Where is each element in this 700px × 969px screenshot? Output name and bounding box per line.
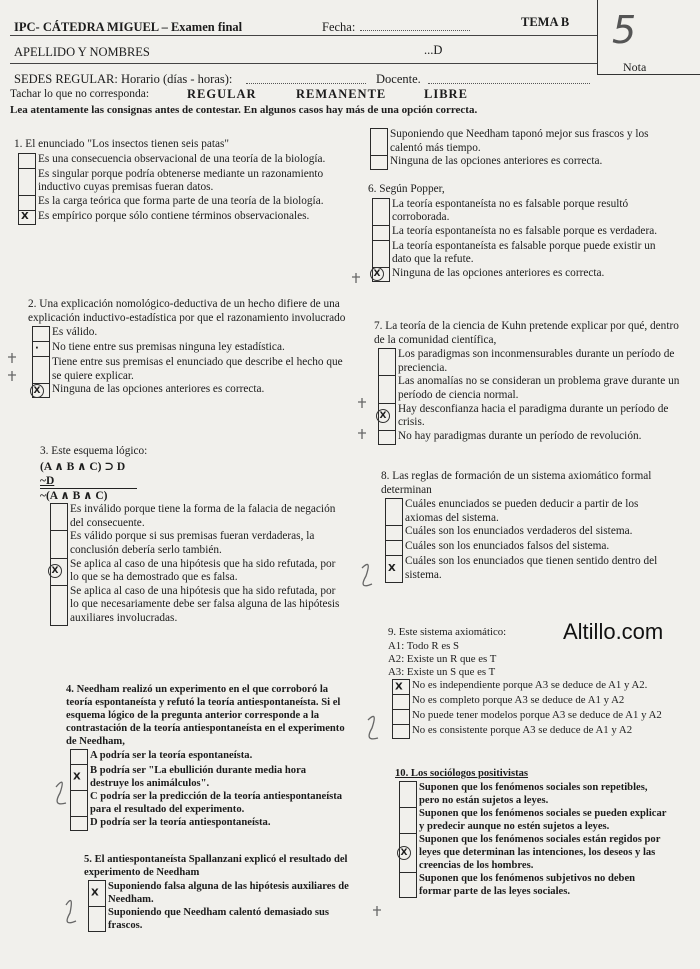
dni-label: ...D	[424, 43, 443, 57]
axiom-3: A3: Existe un S que es T	[388, 666, 496, 678]
sede-label: SEDES REGULAR: Horario (días - horas):	[14, 72, 233, 86]
option-2a[interactable]: Es válido.	[28, 326, 348, 341]
option-1d[interactable]: X Es empírico porque sólo contiene términos observacionales.	[14, 210, 346, 225]
option-10b[interactable]: Suponen que los fenómenos sociales se pueden explicar y predecir aunque no estén sujetos a leyes.	[395, 807, 667, 833]
cross-mark-q2b	[8, 371, 16, 381]
option-6c[interactable]: La teoría espontaneísta es falsable porque puede existir un dato que la refute.	[368, 240, 668, 267]
option-2c[interactable]: Tiene entre sus premisas el enunciado que describe el hecho que se quiere explicar.	[28, 356, 348, 383]
instructions: Lea atentamente las consignas antes de contestar. En algunos casos hay más de una opción correcta.	[10, 104, 478, 116]
option-5d[interactable]: Ninguna de las opciones anteriores es correcta.	[366, 155, 666, 170]
option-3d[interactable]: Se aplica al caso de una hipótesis que ha sido refutada, por lo que necesariamente debe ser falsa alguna de las hipótesis auxiliares involucradas.	[46, 585, 340, 626]
option-2b[interactable]: · No tiene entre sus premisas ninguna ley estadística.	[28, 341, 348, 356]
cross-mark-q7b	[358, 429, 366, 439]
question-stem: 5. El antiespontaneísta Spallanzani explicó el resultado del experimento de Needham	[84, 854, 348, 878]
question-stem: 10. Los sociólogos positivistas	[395, 768, 529, 779]
cross-mark-q7a	[358, 398, 366, 408]
axiom-2: A2: Existe un R que es T	[388, 653, 497, 665]
option-4d[interactable]: D podría ser la teoría antiespontaneísta.	[66, 816, 346, 831]
option-7d[interactable]: No hay paradigmas durante un período de revolución.	[374, 430, 682, 445]
option-8c[interactable]: Cuáles son los enunciados falsos del sistema.	[381, 540, 673, 555]
option-10a[interactable]: Suponen que los fenómenos sociales son repetibles, pero no están sujetos a leyes.	[395, 781, 667, 807]
option-4b[interactable]: X B podría ser "La ebullición durante media hora destruye los animálculos".	[66, 764, 346, 790]
tema-label: TEMA B	[521, 15, 570, 29]
option-10c[interactable]: X Suponen que los fenómenos sociales están regidos por leyes que determinan las intenciones, los deseos y las creencias de los hombres.	[395, 833, 667, 872]
option-4a[interactable]: A podría ser la teoría espontaneísta.	[66, 749, 346, 764]
option-8d[interactable]: X Cuáles son los enunciados que tienen sentido dentro del sistema.	[381, 555, 673, 582]
question-stem: 4. Needham realizó un experimento en el que corroboró la teoría espontaneísta y refutó la teoría antiespontaneísta. Si el esquema lógico de la pregunta anterior corresponde a la contrastación de la teoría antiespontaneísta en el experimento de Needham,	[66, 684, 345, 747]
option-7b[interactable]: Las anomalías no se consideran un problema grave durante un período de ciencia normal.	[374, 375, 682, 402]
cross-mark-q2a	[8, 353, 16, 363]
cond-libre[interactable]: LIBRE	[424, 87, 468, 101]
option-5c[interactable]: Suponiendo que Needham taponó mejor sus frascos y los calentó más tiempo.	[366, 128, 666, 155]
option-5b[interactable]: Suponiendo que Needham calentó demasiado sus frascos.	[84, 906, 352, 932]
question-stem: 1. El enunciado "Los insectos tienen seis patas"	[14, 138, 230, 150]
option-1b[interactable]: Es singular porque podría obtenerse mediante un razonamiento inductivo cuyas premisas fueran datos.	[14, 168, 346, 195]
formula-premise-2: ~D	[40, 474, 55, 487]
option-4c[interactable]: C podría ser la predicción de la teoría antiespontaneísta para el resultado del experimento.	[66, 790, 346, 816]
grade-value: 5	[612, 8, 637, 52]
site-watermark: Altillo.com	[563, 619, 664, 644]
check-mark-q8	[362, 564, 372, 585]
question-stem: 3. Este esquema lógico:	[40, 445, 148, 457]
axiom-1: A1: Todo R es S	[388, 640, 460, 652]
question-stem: 8. Las reglas de formación de un sistema axiomático formal determinan	[381, 470, 652, 496]
option-5a[interactable]: X Suponiendo falsa alguna de las hipótesis auxiliares de Needham.	[84, 880, 352, 906]
option-6a[interactable]: La teoría espontaneísta no es falsable porque resultó corroborada.	[368, 198, 668, 225]
option-2d[interactable]: X Ninguna de las opciones anteriores es correcta.	[28, 383, 348, 398]
question-stem: 9. Este sistema axiomático:	[388, 626, 507, 638]
tachar-label: Tachar lo que no corresponda:	[10, 88, 150, 100]
cond-regular[interactable]: REGULAR	[187, 87, 257, 101]
option-9d[interactable]: No es consistente porque A3 se deduce de A1 y A2	[388, 724, 694, 739]
option-3a[interactable]: Es inválido porque tiene la forma de la falacia de negación del consecuente.	[46, 503, 340, 530]
option-7a[interactable]: Los paradigmas son inconmensurables durante un período de preciencia.	[374, 348, 682, 375]
exam-title: IPC- CÁTEDRA MIGUEL – Examen final	[14, 20, 243, 34]
check-mark-q4	[56, 782, 66, 804]
check-mark-q5	[66, 901, 76, 923]
option-1c[interactable]: Es la carga teórica que forma parte de una teoría de la biología.	[14, 195, 346, 210]
option-9b[interactable]: No es completo porque A3 se deduce de A1 y A2	[388, 694, 694, 709]
check-mark-q9	[368, 716, 378, 738]
option-7c[interactable]: X Hay desconfianza hacia el paradigma durante un período de crisis.	[374, 403, 682, 430]
nota-label: Nota	[623, 60, 647, 74]
option-6d[interactable]: X Ninguna de las opciones anteriores es correcta.	[368, 267, 668, 282]
question-stem: 2. Una explicación nomológico-deductiva de un hecho difiere de una explicación inductivo-estadística por que el razonamiento involucrado	[28, 298, 346, 324]
docente-label: Docente.	[376, 72, 421, 86]
option-1a[interactable]: Es una consecuencia observacional de una teoría de la biología.	[14, 153, 346, 168]
question-stem: 7. La teoría de la ciencia de Kuhn pretende explicar por qué, dentro de la comunidad científica,	[374, 320, 679, 346]
formula-conclusion: ~(A ∧ B ∧ C)	[40, 488, 137, 503]
option-8a[interactable]: Cuáles enunciados se pueden deducir a partir de los axiomas del sistema.	[381, 498, 673, 525]
question-stem: 6. Según Popper,	[368, 183, 445, 195]
apellido-label: APELLIDO Y NOMBRES	[14, 45, 150, 59]
option-9a[interactable]: X No es independiente porque A3 se deduce de A1 y A2.	[388, 679, 694, 694]
option-6b[interactable]: La teoría espontaneísta no es falsable porque es verdadera.	[368, 225, 668, 240]
option-9c[interactable]: No puede tener modelos porque A3 se deduce de A1 y A2	[388, 709, 694, 724]
cross-mark-q10	[373, 906, 381, 916]
option-3b[interactable]: Es válido porque si sus premisas fueran verdaderas, la conclusión debería serlo también.	[46, 530, 340, 557]
cross-mark-q6	[352, 273, 360, 283]
cond-remanente[interactable]: REMANENTE	[296, 87, 387, 101]
option-3c[interactable]: X Se aplica al caso de una hipótesis que ha sido refutada, por lo que se ha demostrado que es falsa.	[46, 558, 340, 585]
formula-premise-1: (A ∧ B ∧ C) ⊃ D	[40, 460, 126, 473]
option-10d[interactable]: Suponen que los fenómenos subjetivos no deben formar parte de las leyes sociales.	[395, 872, 667, 898]
option-8b[interactable]: Cuáles son los enunciados verdaderos del sistema.	[381, 525, 673, 540]
date-label: Fecha:	[322, 20, 356, 34]
